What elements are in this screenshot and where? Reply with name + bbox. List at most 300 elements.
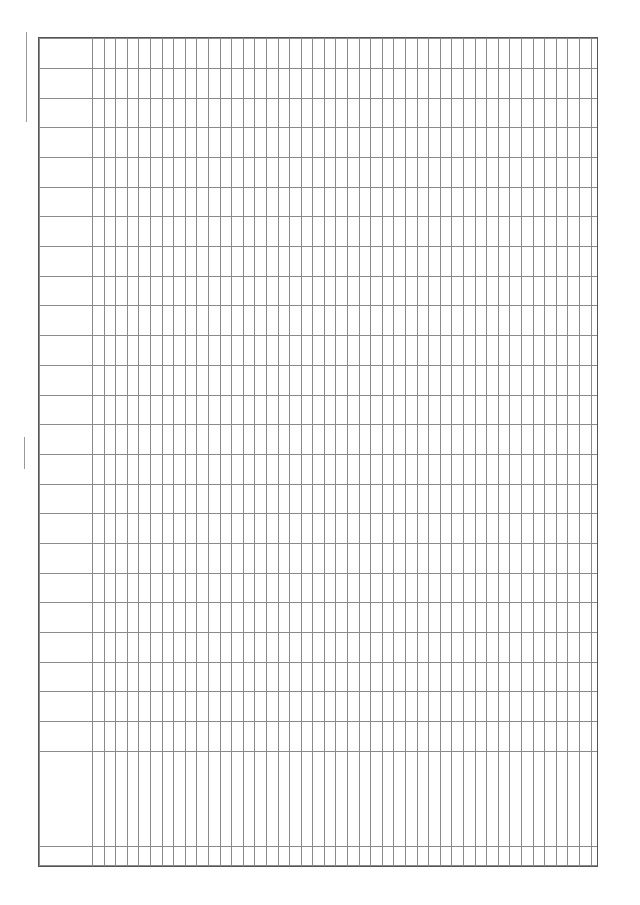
table-cell bbox=[266, 39, 278, 69]
table-cell bbox=[487, 662, 499, 692]
table-cell bbox=[197, 751, 209, 847]
table-cell bbox=[348, 692, 360, 722]
table-row bbox=[162, 39, 174, 866]
table-row bbox=[232, 39, 244, 866]
table-cell bbox=[185, 454, 197, 484]
table-cell bbox=[255, 722, 267, 752]
table-cell bbox=[475, 847, 487, 866]
table-cell bbox=[406, 662, 418, 692]
table-cell bbox=[417, 722, 429, 752]
table-cell bbox=[266, 484, 278, 514]
table-cell bbox=[290, 847, 302, 866]
table-cell bbox=[139, 662, 151, 692]
table-cell bbox=[394, 98, 406, 128]
table-cell bbox=[313, 395, 325, 425]
table-cell bbox=[498, 158, 510, 188]
table-cell bbox=[394, 484, 406, 514]
table-cell bbox=[255, 336, 267, 366]
table-cell bbox=[382, 395, 394, 425]
table-cell bbox=[266, 633, 278, 663]
table-cell bbox=[440, 276, 452, 306]
table-cell bbox=[394, 306, 406, 336]
table-cell bbox=[255, 662, 267, 692]
table-cell bbox=[232, 98, 244, 128]
table-cell bbox=[290, 722, 302, 752]
table-cell bbox=[174, 847, 186, 866]
table-cell bbox=[394, 187, 406, 217]
table-cell bbox=[464, 722, 476, 752]
table-cell bbox=[290, 158, 302, 188]
table-cell bbox=[220, 187, 232, 217]
table-cell bbox=[116, 425, 128, 455]
table-cell bbox=[591, 217, 598, 247]
table-cell bbox=[475, 751, 487, 847]
table-cell bbox=[208, 722, 220, 752]
table-cell bbox=[545, 662, 557, 692]
table-cell bbox=[406, 128, 418, 158]
table-cell bbox=[255, 68, 267, 98]
table-cell bbox=[162, 484, 174, 514]
table-cell bbox=[116, 692, 128, 722]
table-cell bbox=[185, 276, 197, 306]
table-cell bbox=[429, 662, 441, 692]
table-cell bbox=[417, 603, 429, 633]
table-cell bbox=[521, 365, 533, 395]
table-row bbox=[290, 39, 302, 866]
table-cell bbox=[568, 514, 580, 544]
table-cell bbox=[104, 662, 116, 692]
table-cell bbox=[406, 425, 418, 455]
table-cell bbox=[116, 276, 128, 306]
table-cell bbox=[232, 847, 244, 866]
table-row bbox=[127, 39, 139, 866]
table-cell bbox=[324, 454, 336, 484]
table-cell bbox=[440, 543, 452, 573]
table-cell bbox=[162, 276, 174, 306]
table-cell bbox=[591, 39, 598, 69]
table-cell bbox=[429, 39, 441, 69]
table-cell bbox=[394, 722, 406, 752]
table-cell bbox=[545, 187, 557, 217]
table-cell bbox=[208, 158, 220, 188]
table-cell bbox=[301, 722, 313, 752]
table-cell bbox=[185, 633, 197, 663]
table-cell bbox=[150, 128, 162, 158]
table-cell bbox=[498, 454, 510, 484]
table-cell bbox=[278, 306, 290, 336]
table-cell bbox=[429, 751, 441, 847]
table-cell bbox=[394, 158, 406, 188]
table-cell bbox=[406, 573, 418, 603]
header-cell bbox=[40, 395, 93, 425]
table-cell bbox=[440, 454, 452, 484]
table-cell bbox=[255, 573, 267, 603]
table-cell bbox=[278, 39, 290, 69]
table-cell bbox=[324, 247, 336, 277]
table-cell bbox=[440, 514, 452, 544]
table-cell bbox=[417, 484, 429, 514]
table-cell bbox=[406, 365, 418, 395]
table-row bbox=[220, 39, 232, 866]
table-cell bbox=[313, 692, 325, 722]
table-cell bbox=[313, 39, 325, 69]
table-cell bbox=[487, 847, 499, 866]
table-cell bbox=[452, 751, 464, 847]
table-cell bbox=[243, 751, 255, 847]
table-cell bbox=[348, 98, 360, 128]
table-cell bbox=[533, 751, 545, 847]
table-cell bbox=[197, 128, 209, 158]
table-cell bbox=[406, 395, 418, 425]
table-cell bbox=[336, 514, 348, 544]
table-cell bbox=[464, 425, 476, 455]
table-cell bbox=[336, 39, 348, 69]
table-cell bbox=[93, 306, 105, 336]
table-cell bbox=[104, 751, 116, 847]
table-cell bbox=[359, 395, 371, 425]
table-cell bbox=[348, 365, 360, 395]
table-cell bbox=[162, 514, 174, 544]
table-cell bbox=[545, 484, 557, 514]
table-cell bbox=[475, 39, 487, 69]
table-cell bbox=[313, 662, 325, 692]
table-cell bbox=[266, 543, 278, 573]
table-cell bbox=[359, 306, 371, 336]
table-cell bbox=[139, 365, 151, 395]
table-cell bbox=[185, 365, 197, 395]
table-cell bbox=[127, 514, 139, 544]
table-cell bbox=[232, 68, 244, 98]
table-cell bbox=[266, 187, 278, 217]
table-cell bbox=[185, 68, 197, 98]
table-cell bbox=[406, 217, 418, 247]
table-cell bbox=[324, 633, 336, 663]
table-cell bbox=[301, 395, 313, 425]
table-cell bbox=[452, 514, 464, 544]
table-cell bbox=[301, 603, 313, 633]
table-cell bbox=[139, 692, 151, 722]
table-cell bbox=[301, 336, 313, 366]
table-cell bbox=[452, 365, 464, 395]
table-cell bbox=[591, 395, 598, 425]
table-cell bbox=[475, 603, 487, 633]
table-cell bbox=[93, 276, 105, 306]
table-cell bbox=[185, 128, 197, 158]
table-cell bbox=[150, 603, 162, 633]
header-cell bbox=[40, 336, 93, 366]
table-cell bbox=[545, 454, 557, 484]
table-cell bbox=[510, 573, 522, 603]
table-cell bbox=[440, 573, 452, 603]
table-row bbox=[197, 39, 209, 866]
table-cell bbox=[359, 751, 371, 847]
table-cell bbox=[556, 336, 568, 366]
table-cell bbox=[394, 39, 406, 69]
header-cell bbox=[40, 158, 93, 188]
table-cell bbox=[348, 276, 360, 306]
table-cell bbox=[104, 395, 116, 425]
table-cell bbox=[452, 603, 464, 633]
table-cell bbox=[278, 633, 290, 663]
table-cell bbox=[498, 484, 510, 514]
table-cell bbox=[579, 336, 591, 366]
table-row bbox=[139, 39, 151, 866]
header-cell bbox=[40, 454, 93, 484]
table-cell bbox=[417, 217, 429, 247]
table-cell bbox=[440, 336, 452, 366]
table-cell bbox=[452, 425, 464, 455]
table-cell bbox=[464, 514, 476, 544]
table-cell bbox=[556, 217, 568, 247]
table-cell bbox=[406, 187, 418, 217]
table-cell bbox=[127, 692, 139, 722]
table-cell bbox=[510, 722, 522, 752]
table-cell bbox=[440, 603, 452, 633]
table-cell bbox=[208, 425, 220, 455]
table-cell bbox=[174, 306, 186, 336]
table-cell bbox=[591, 722, 598, 752]
table-cell bbox=[313, 722, 325, 752]
table-cell bbox=[197, 365, 209, 395]
table-cell bbox=[116, 98, 128, 128]
table-cell bbox=[150, 454, 162, 484]
table-cell bbox=[127, 633, 139, 663]
table-cell bbox=[591, 751, 598, 847]
table-cell bbox=[278, 847, 290, 866]
table-cell bbox=[243, 722, 255, 752]
table-cell bbox=[116, 751, 128, 847]
header-cell bbox=[40, 514, 93, 544]
table-cell bbox=[208, 98, 220, 128]
table-cell bbox=[359, 187, 371, 217]
table-cell bbox=[255, 603, 267, 633]
table-cell bbox=[139, 722, 151, 752]
table-cell bbox=[359, 454, 371, 484]
table-cell bbox=[382, 187, 394, 217]
table-cell bbox=[417, 454, 429, 484]
table-cell bbox=[174, 276, 186, 306]
table-cell bbox=[243, 395, 255, 425]
header-cell bbox=[40, 847, 93, 866]
table-cell bbox=[440, 633, 452, 663]
table-cell bbox=[301, 187, 313, 217]
header-cell bbox=[40, 187, 93, 217]
table-cell bbox=[162, 573, 174, 603]
table-cell bbox=[510, 247, 522, 277]
table-cell bbox=[278, 187, 290, 217]
table-cell bbox=[382, 514, 394, 544]
table-cell bbox=[498, 336, 510, 366]
table-cell bbox=[185, 662, 197, 692]
table-row bbox=[104, 39, 116, 866]
table-cell bbox=[568, 484, 580, 514]
table-cell bbox=[266, 514, 278, 544]
table-cell bbox=[116, 514, 128, 544]
table-body bbox=[93, 39, 599, 866]
table-cell bbox=[208, 543, 220, 573]
table-cell bbox=[348, 187, 360, 217]
table-cell bbox=[139, 158, 151, 188]
table-cell bbox=[93, 395, 105, 425]
table-cell bbox=[429, 365, 441, 395]
table-cell bbox=[104, 276, 116, 306]
table-cell bbox=[568, 276, 580, 306]
table-cell bbox=[127, 662, 139, 692]
table-cell bbox=[521, 187, 533, 217]
table-cell bbox=[255, 484, 267, 514]
table-cell bbox=[93, 158, 105, 188]
table-cell bbox=[382, 306, 394, 336]
header-cell bbox=[40, 751, 93, 847]
register-table bbox=[39, 38, 598, 866]
table-cell bbox=[104, 336, 116, 366]
table-cell bbox=[243, 633, 255, 663]
table-cell bbox=[127, 68, 139, 98]
table-cell bbox=[510, 98, 522, 128]
table-cell bbox=[498, 247, 510, 277]
table-cell bbox=[104, 128, 116, 158]
table-cell bbox=[545, 365, 557, 395]
table-cell bbox=[290, 247, 302, 277]
table-cell bbox=[568, 722, 580, 752]
table-cell bbox=[232, 722, 244, 752]
table-cell bbox=[278, 543, 290, 573]
table-cell bbox=[232, 573, 244, 603]
table-cell bbox=[545, 217, 557, 247]
table-cell bbox=[487, 98, 499, 128]
table-cell bbox=[591, 68, 598, 98]
table-cell bbox=[324, 187, 336, 217]
table-cell bbox=[406, 514, 418, 544]
table-cell bbox=[324, 484, 336, 514]
table-cell bbox=[568, 39, 580, 69]
table-cell bbox=[556, 662, 568, 692]
table-row bbox=[93, 39, 105, 866]
table-cell bbox=[255, 395, 267, 425]
table-cell bbox=[568, 573, 580, 603]
table-cell bbox=[521, 39, 533, 69]
table-cell bbox=[440, 247, 452, 277]
table-cell bbox=[487, 543, 499, 573]
table-cell bbox=[266, 247, 278, 277]
table-cell bbox=[313, 128, 325, 158]
table-cell bbox=[382, 692, 394, 722]
table-cell bbox=[255, 751, 267, 847]
table-cell bbox=[579, 306, 591, 336]
table-cell bbox=[127, 306, 139, 336]
table-cell bbox=[243, 847, 255, 866]
table-cell bbox=[348, 454, 360, 484]
table-cell bbox=[568, 847, 580, 866]
table-cell bbox=[533, 603, 545, 633]
table-cell bbox=[568, 217, 580, 247]
table-cell bbox=[556, 39, 568, 69]
table-cell bbox=[150, 543, 162, 573]
table-cell bbox=[324, 692, 336, 722]
table-cell bbox=[185, 98, 197, 128]
table-cell bbox=[510, 751, 522, 847]
table-cell bbox=[185, 573, 197, 603]
table-cell bbox=[510, 128, 522, 158]
table-cell bbox=[220, 336, 232, 366]
table-cell bbox=[371, 68, 383, 98]
table-cell bbox=[104, 573, 116, 603]
table-cell bbox=[591, 847, 598, 866]
table-cell bbox=[429, 68, 441, 98]
table-cell bbox=[452, 276, 464, 306]
table-cell bbox=[104, 633, 116, 663]
table-cell bbox=[185, 247, 197, 277]
table-cell bbox=[139, 395, 151, 425]
table-cell bbox=[510, 484, 522, 514]
table-cell bbox=[382, 543, 394, 573]
table-cell bbox=[197, 692, 209, 722]
table-cell bbox=[336, 633, 348, 663]
table-cell bbox=[510, 365, 522, 395]
table-cell bbox=[197, 276, 209, 306]
table-cell bbox=[371, 543, 383, 573]
table-cell bbox=[220, 365, 232, 395]
table-cell bbox=[150, 633, 162, 663]
table-cell bbox=[452, 39, 464, 69]
table-cell bbox=[220, 603, 232, 633]
table-cell bbox=[556, 276, 568, 306]
table-cell bbox=[487, 633, 499, 663]
table-cell bbox=[116, 39, 128, 69]
table-cell bbox=[139, 573, 151, 603]
table-cell bbox=[464, 543, 476, 573]
table-cell bbox=[545, 68, 557, 98]
table-cell bbox=[568, 662, 580, 692]
table-cell bbox=[278, 484, 290, 514]
table-cell bbox=[290, 128, 302, 158]
table-cell bbox=[174, 395, 186, 425]
page-number-mark bbox=[20, 437, 28, 469]
table-cell bbox=[533, 847, 545, 866]
table-cell bbox=[197, 187, 209, 217]
table-cell bbox=[429, 692, 441, 722]
table-cell bbox=[545, 39, 557, 69]
table-cell bbox=[150, 247, 162, 277]
table-cell bbox=[579, 847, 591, 866]
table-cell bbox=[545, 98, 557, 128]
table-cell bbox=[197, 306, 209, 336]
table-cell bbox=[139, 98, 151, 128]
table-cell bbox=[359, 247, 371, 277]
table-cell bbox=[313, 543, 325, 573]
table-row bbox=[579, 39, 591, 866]
register-table-frame bbox=[38, 37, 598, 867]
table-cell bbox=[382, 847, 394, 866]
table-cell bbox=[440, 128, 452, 158]
table-cell bbox=[162, 722, 174, 752]
header-cell bbox=[40, 247, 93, 277]
table-cell bbox=[232, 365, 244, 395]
table-cell bbox=[382, 454, 394, 484]
table-cell bbox=[150, 98, 162, 128]
table-cell bbox=[301, 543, 313, 573]
table-cell bbox=[162, 847, 174, 866]
table-cell bbox=[556, 365, 568, 395]
table-cell bbox=[406, 751, 418, 847]
table-cell bbox=[174, 128, 186, 158]
table-cell bbox=[313, 573, 325, 603]
table-cell bbox=[452, 187, 464, 217]
table-cell bbox=[521, 395, 533, 425]
table-cell bbox=[243, 276, 255, 306]
table-cell bbox=[359, 484, 371, 514]
table-cell bbox=[127, 543, 139, 573]
